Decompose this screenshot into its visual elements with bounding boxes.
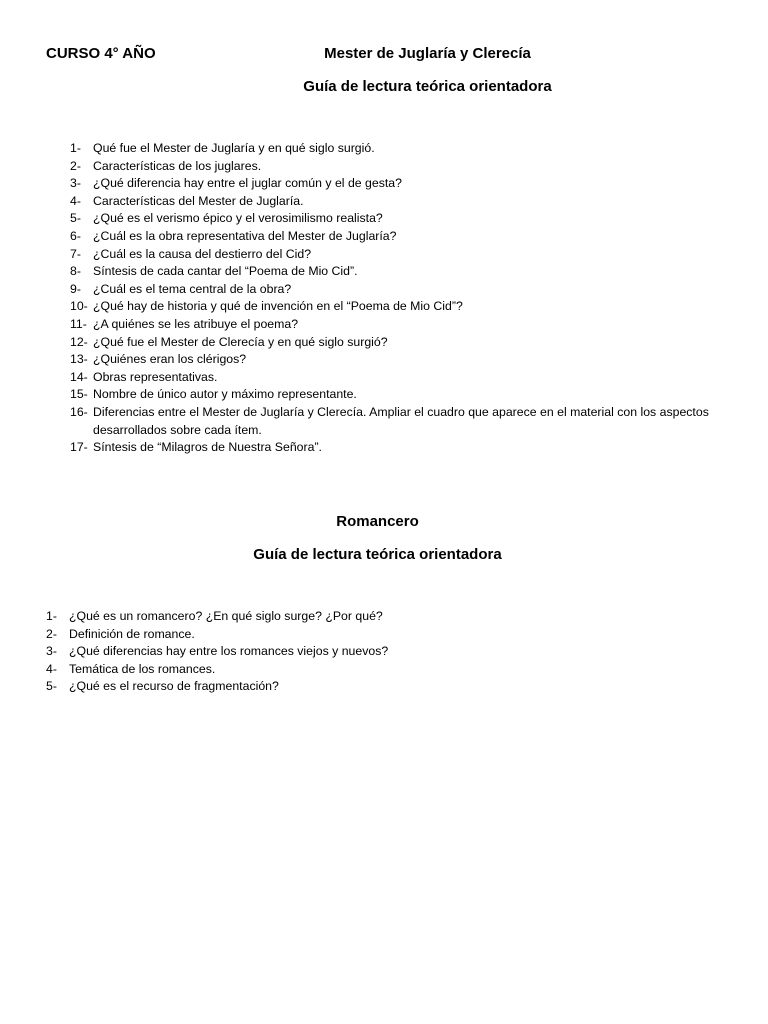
item-number: 5- [70, 211, 81, 226]
item-text: ¿Qué es el recurso de fragmentación? [69, 679, 279, 694]
item-text: ¿A quiénes se les atribuye el poema? [93, 316, 299, 331]
item-text: Definición de romance. [69, 626, 195, 641]
list-item [70, 316, 720, 334]
item-text: Características del Mester de Juglaría. [93, 193, 304, 208]
item-number: 11- [70, 316, 87, 331]
list-item [70, 334, 720, 352]
list-item [70, 386, 720, 404]
list-item [70, 175, 720, 193]
item-number: 2- [46, 626, 57, 641]
item-text: ¿Qué es el verismo épico y el verosimilismo realista? [93, 211, 383, 226]
item-text: ¿Qué hay de historia y qué de invención en el “Poema de Mio Cid”? [93, 299, 463, 314]
item-text: Nombre de único autor y máximo representante. [93, 387, 357, 402]
item-number: 17- [70, 440, 88, 455]
list-item [70, 210, 720, 228]
course-label: CURSO 4° AÑO [46, 45, 156, 62]
list-item [46, 643, 696, 661]
item-number: 7- [70, 246, 81, 261]
item-text: ¿Cuál es la obra representativa del Mester de Juglaría? [93, 228, 397, 243]
item-text: ¿Qué diferencias hay entre los romances viejos y nuevos? [69, 644, 389, 659]
list-item [70, 140, 720, 158]
page-title: Mester de Juglaría y Clerecía [324, 45, 531, 62]
item-number: 2- [70, 158, 81, 173]
question-list-mester [70, 140, 720, 457]
item-number: 9- [70, 281, 81, 296]
section-title-romancero: Romancero [336, 513, 419, 530]
list-item [70, 246, 720, 264]
item-number: 4- [46, 661, 57, 676]
list-item [70, 298, 720, 316]
item-text: ¿Cuál es el tema central de la obra? [93, 281, 292, 296]
item-number: 3- [46, 644, 57, 659]
item-number: 4- [70, 193, 81, 208]
item-number: 3- [70, 176, 81, 191]
item-text: Características de los juglares. [93, 158, 262, 173]
item-number: 15- [70, 387, 88, 402]
section-subtitle-romancero: Guía de lectura teórica orientadora [253, 546, 502, 563]
item-number: 13- [70, 352, 88, 367]
item-number: 14- [70, 369, 88, 384]
page-subtitle: Guía de lectura teórica orientadora [303, 78, 552, 95]
item-number: 6- [70, 228, 81, 243]
item-text: ¿Qué es un romancero? ¿En qué siglo surge? ¿Por qué? [69, 609, 383, 623]
item-text: ¿Cuál es la causa del destierro del Cid? [93, 246, 312, 261]
list-item [46, 626, 696, 644]
item-number: 5- [46, 679, 57, 694]
item-text: ¿Qué fue el Mester de Clerecía y en qué siglo surgió? [93, 334, 388, 349]
item-number: 12- [70, 334, 88, 349]
list-item [46, 661, 696, 679]
item-number: 1- [70, 141, 81, 155]
list-item [70, 263, 720, 281]
item-text: Temática de los romances. [69, 661, 216, 676]
list-item [46, 678, 696, 696]
list-item [70, 404, 720, 439]
item-number: 10- [70, 299, 88, 314]
item-text: Qué fue el Mester de Juglaría y en qué siglo surgió. [93, 141, 375, 155]
question-list-romancero [46, 608, 696, 696]
item-number: 1- [46, 609, 57, 623]
item-number: 8- [70, 264, 81, 279]
list-item [70, 439, 720, 457]
list-item [70, 158, 720, 176]
item-text: ¿Quiénes eran los clérigos? [93, 352, 247, 367]
item-number: 16- [70, 404, 88, 419]
list-item [70, 228, 720, 246]
item-text: Obras representativas. [93, 369, 218, 384]
list-item [70, 351, 720, 369]
item-text: Síntesis de cada cantar del “Poema de Mio Cid”. [93, 264, 358, 279]
list-item [70, 369, 720, 387]
item-text: Diferencias entre el Mester de Juglaría y Clerecía. Ampliar el cuadro que aparece en el material con los aspectos desarrollados sobre cada ítem. [93, 404, 709, 437]
item-text: Síntesis de “Milagros de Nuestra Señora”. [93, 440, 322, 455]
list-item [70, 281, 720, 299]
list-item [70, 193, 720, 211]
list-item [46, 608, 696, 626]
item-text: ¿Qué diferencia hay entre el juglar común y el de gesta? [93, 176, 402, 191]
